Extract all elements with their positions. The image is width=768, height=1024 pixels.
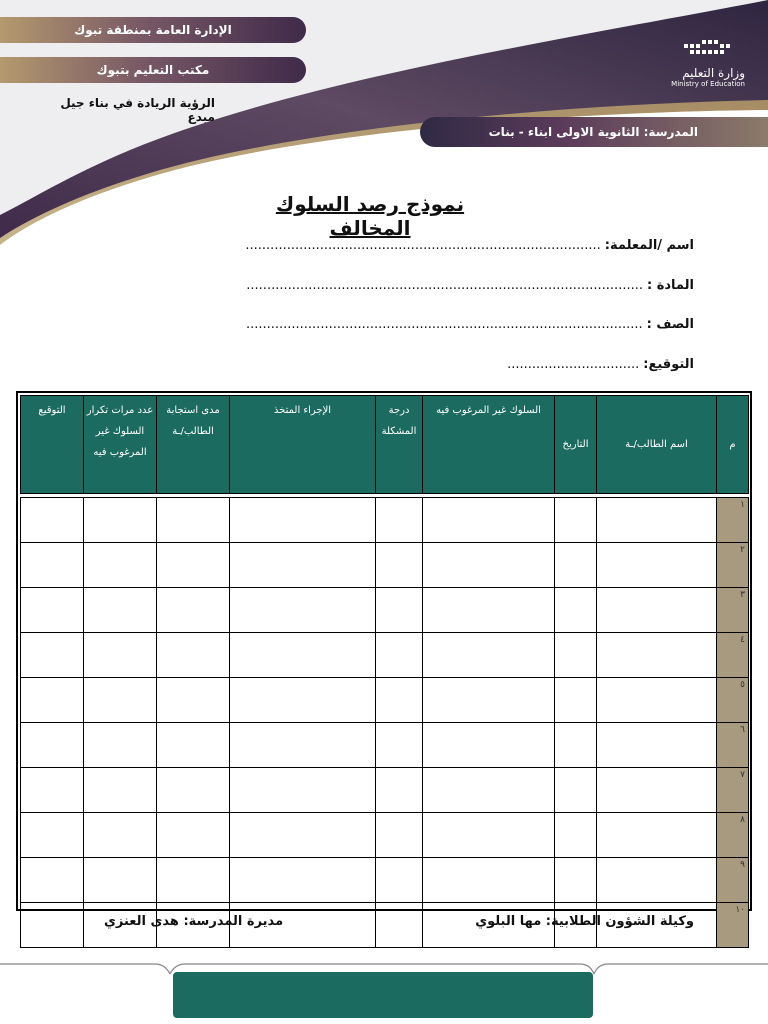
degree-cell[interactable] [376,813,423,858]
row-number: ٨ [717,813,749,858]
header-repeat: عدد مرات تكرار السلوك غير المرغوب فيه [84,396,157,494]
row-number: ٢ [717,543,749,588]
response-cell[interactable] [157,678,230,723]
degree-cell[interactable] [376,903,423,948]
degree-cell[interactable] [376,723,423,768]
date-cell[interactable] [555,858,597,903]
degree-cell[interactable] [376,768,423,813]
signature-cell[interactable] [21,498,84,543]
degree-cell[interactable] [376,498,423,543]
action-cell[interactable] [230,588,376,633]
teacher-name-label: اسم /المعلمة: [604,238,694,253]
signature-cell[interactable] [21,723,84,768]
signature-cell[interactable] [21,903,84,948]
response-cell[interactable] [157,633,230,678]
behavior-cell[interactable] [423,543,555,588]
date-cell[interactable] [555,543,597,588]
repeat-cell[interactable] [84,543,157,588]
degree-cell[interactable] [376,678,423,723]
student-name-cell[interactable] [597,858,717,903]
degree-cell[interactable] [376,543,423,588]
row-number: ١ [717,498,749,543]
school-banner: المدرسة: الثانوية الاولى ابناء - بنات [420,117,768,147]
response-cell[interactable] [157,588,230,633]
teacher-name-field[interactable] [245,238,694,253]
signature-label: التوقيع: [643,357,694,372]
date-cell[interactable] [555,768,597,813]
directorate-banner: الإدارة العامة بمنطقة تبوك [0,17,306,43]
behavior-cell[interactable] [423,768,555,813]
degree-cell[interactable] [376,633,423,678]
student-name-cell[interactable] [597,543,717,588]
response-cell[interactable] [157,858,230,903]
response-cell[interactable] [157,498,230,543]
repeat-cell[interactable] [84,498,157,543]
principal-signature: مديرة المدرسة: هدى العنزي [104,914,284,929]
date-cell[interactable] [555,498,597,543]
subject-blank[interactable]: ................................................................................................ [246,278,643,293]
signature-cell[interactable] [21,813,84,858]
behavior-cell[interactable] [423,633,555,678]
signature-blank[interactable]: ................................ [507,357,640,372]
student-affairs-agent-signature: وكيلة الشؤون الطلابية: مها البلوي [475,914,694,929]
header-signature: التوقيع [21,396,84,494]
signature-field[interactable] [507,357,694,372]
behavior-cell[interactable] [423,723,555,768]
row-number: ٧ [717,768,749,813]
subject-field[interactable] [246,278,694,293]
action-cell[interactable] [230,543,376,588]
date-cell[interactable] [555,678,597,723]
action-cell[interactable] [230,723,376,768]
signature-cell[interactable] [21,858,84,903]
row-number: ٥ [717,678,749,723]
repeat-cell[interactable] [84,723,157,768]
table-row [21,543,749,588]
row-number: ٤ [717,633,749,678]
subject-label: المادة : [646,278,694,293]
table-row [21,678,749,723]
behavior-table [20,395,749,948]
student-name-cell[interactable] [597,678,717,723]
table-body [21,494,749,948]
signature-cell[interactable] [21,543,84,588]
table-row [21,813,749,858]
header-behavior: السلوك غير المرغوب فيه [423,396,555,494]
row-number: ١٠ [717,903,749,948]
degree-cell[interactable] [376,588,423,633]
header-degree: درجة المشكلة [376,396,423,494]
table-row [21,633,749,678]
behavior-cell[interactable] [423,588,555,633]
repeat-cell[interactable] [84,768,157,813]
behavior-cell[interactable] [423,813,555,858]
repeat-cell[interactable] [84,858,157,903]
behavior-cell[interactable] [423,678,555,723]
degree-cell[interactable] [376,858,423,903]
response-cell[interactable] [157,543,230,588]
class-label: الصف : [646,317,694,332]
action-cell[interactable] [230,768,376,813]
date-cell[interactable] [555,588,597,633]
student-name-cell[interactable] [597,498,717,543]
student-name-cell[interactable] [597,633,717,678]
row-number: ٣ [717,588,749,633]
class-blank[interactable]: ................................................................................................ [245,317,643,332]
header-student-name: اسم الطالب/ـة [597,396,717,494]
student-name-cell[interactable] [597,768,717,813]
form-title: نموذج رصد السلوك المخالف [275,192,465,240]
table-row [21,768,749,813]
repeat-cell[interactable] [84,813,157,858]
header-action: الإجراء المتخذ [230,396,376,494]
table-row [21,858,749,903]
action-cell[interactable] [230,678,376,723]
response-cell[interactable] [157,768,230,813]
row-number: ٩ [717,858,749,903]
row-number: ٦ [717,723,749,768]
office-banner: مكتب التعليم بتبوك [0,57,306,83]
header-date: التاريخ [555,396,597,494]
date-cell[interactable] [555,633,597,678]
date-cell[interactable] [555,723,597,768]
signature-cell[interactable] [21,588,84,633]
response-cell[interactable] [157,813,230,858]
date-cell[interactable] [555,813,597,858]
table-header-row [21,396,749,494]
student-name-cell[interactable] [597,588,717,633]
action-cell[interactable] [230,813,376,858]
table-row [21,588,749,633]
behavior-table-frame [16,391,752,915]
table-row [21,498,749,543]
action-cell[interactable] [230,498,376,543]
header-response: مدى استجابة الطالب/ـة [157,396,230,494]
action-cell[interactable] [230,633,376,678]
signature-cell[interactable] [21,768,84,813]
ministry-name-arabic: وزارة التعليم [682,66,745,80]
teacher-name-blank[interactable]: ...................................................................................... [245,238,601,253]
class-field[interactable] [246,317,694,332]
table-row [21,723,749,768]
response-cell[interactable] [157,723,230,768]
student-name-cell[interactable] [597,723,717,768]
signature-cell[interactable] [21,633,84,678]
behavior-cell[interactable] [423,858,555,903]
behavior-cell[interactable] [423,498,555,543]
repeat-cell[interactable] [84,588,157,633]
repeat-cell[interactable] [84,678,157,723]
repeat-cell[interactable] [84,633,157,678]
action-cell[interactable] [230,858,376,903]
student-name-cell[interactable] [597,813,717,858]
vision-text: الرؤية الريادة في بناء جيل مبدع [60,96,215,124]
header-number: م [717,396,749,494]
signature-cell[interactable] [21,678,84,723]
ministry-emblem-icon [682,38,742,62]
footer-bar [173,972,593,1018]
ministry-name-english: Ministry of Education [671,80,745,88]
